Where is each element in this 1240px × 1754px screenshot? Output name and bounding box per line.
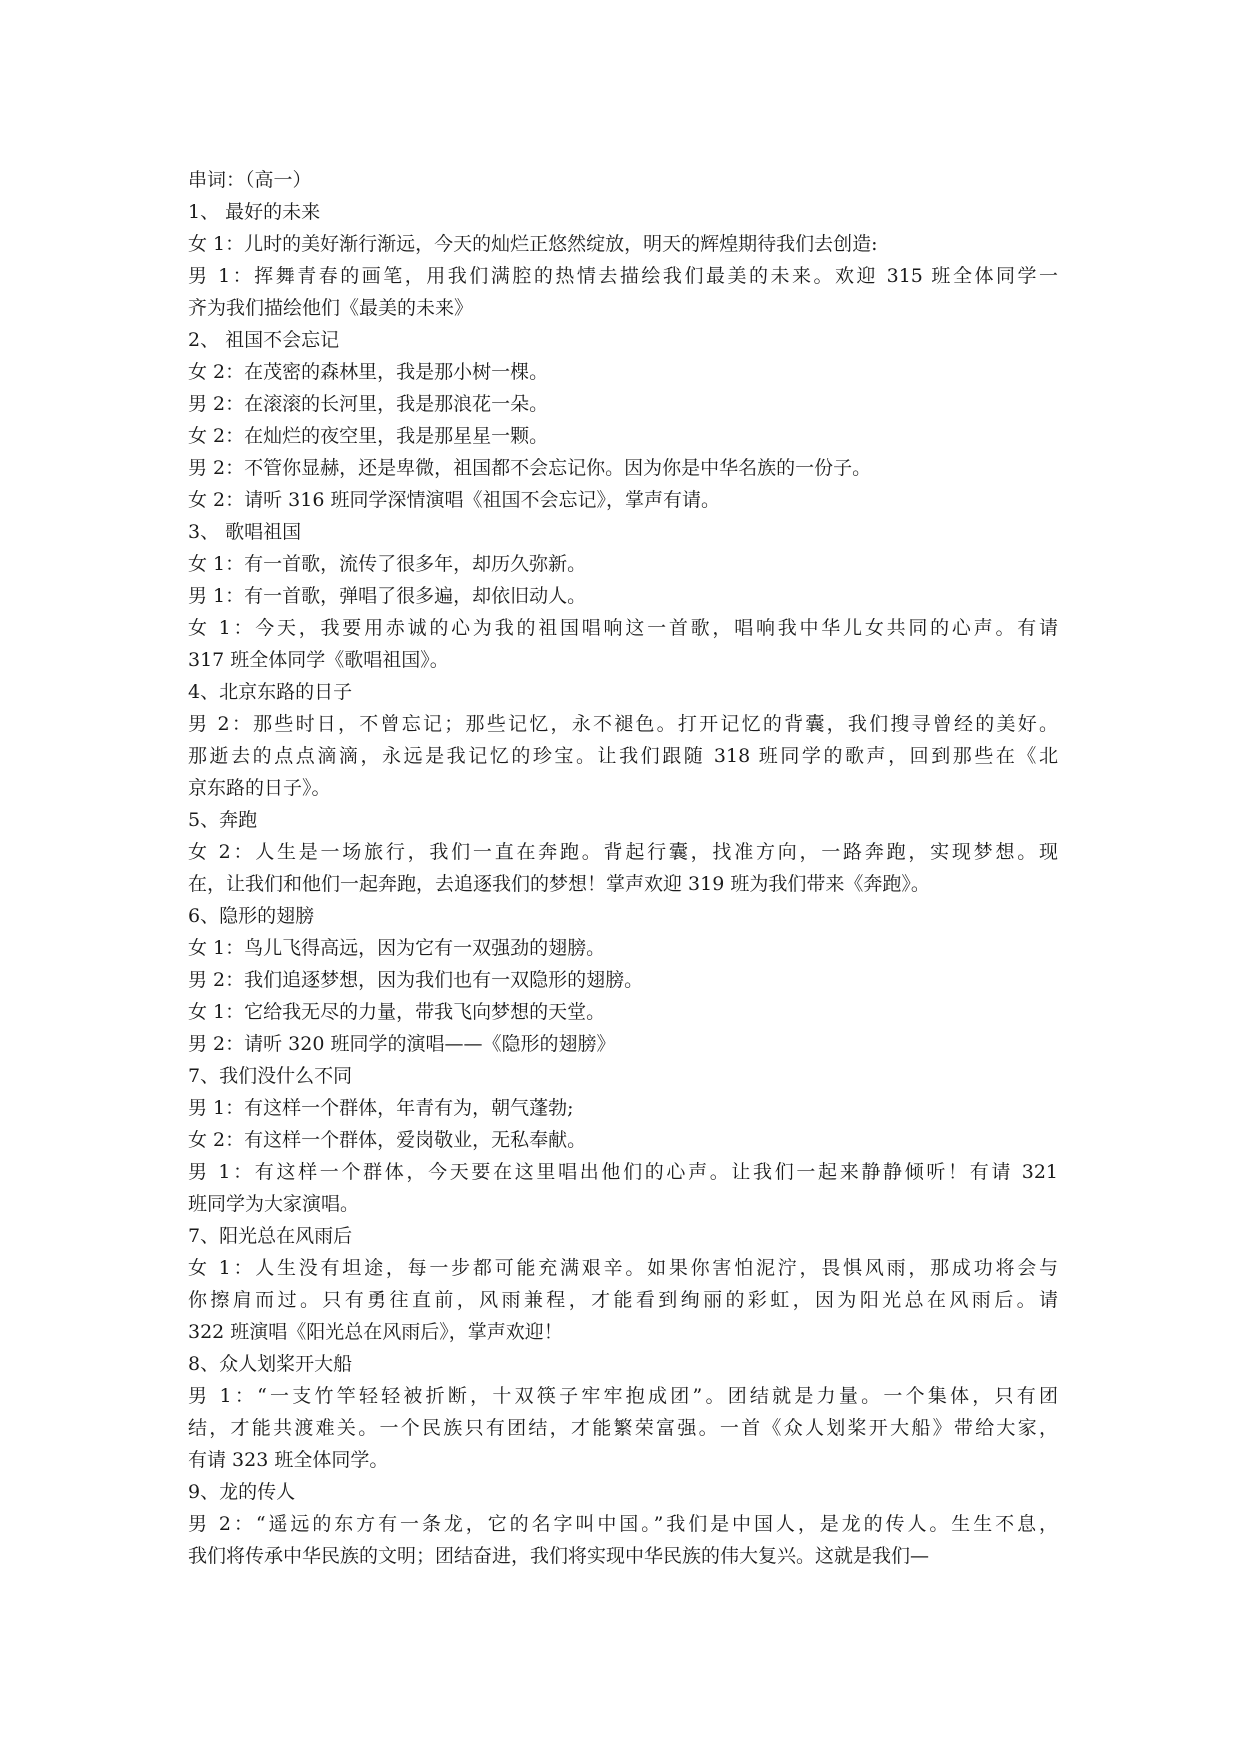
- dialogue-line: 女 2：在灿烂的夜空里，我是那星星一颗。: [188, 425, 549, 447]
- document-title: 串词：（高一）: [188, 169, 312, 191]
- dialogue-line: 男 2：在滚滚的长河里，我是那浪花一朵。: [188, 393, 549, 415]
- dialogue-line-cont: 京东路的日子》。: [188, 777, 331, 799]
- dialogue-line-cont: 齐为我们描绘他们《最美的未来》: [188, 297, 474, 319]
- section-heading-3: 3、 歌唱祖国: [188, 521, 302, 543]
- dialogue-line: 男 2：那些时日，不曾忘记；那些记忆，永不褪色。打开记忆的背囊，我们搜寻曾经的美好。: [188, 713, 1058, 735]
- dialogue-line: 男 2：请听 320 班同学的演唱——《隐形的翅膀》: [188, 1033, 616, 1055]
- dialogue-line: 女 2：人生是一场旅行，我们一直在奔跑。背起行囊，找准方向，一路奔跑，实现梦想。现: [188, 841, 1058, 863]
- section-heading-6: 6、隐形的翅膀: [188, 905, 315, 927]
- section-heading-9: 9、龙的传人: [188, 1481, 296, 1503]
- dialogue-line: 女 1：儿时的美好渐行渐远，今天的灿烂正悠然绽放，明天的辉煌期待我们去创造:: [188, 233, 878, 255]
- dialogue-line: 男 1：挥舞青春的画笔，用我们满腔的热情去描绘我们最美的未来。欢迎 315 班全体同学一: [188, 265, 1058, 287]
- section-heading-2: 2、 祖国不会忘记: [188, 329, 340, 351]
- dialogue-line-cont: 322 班演唱《阳光总在风雨后》，掌声欢迎！: [188, 1321, 563, 1343]
- section-heading-4: 4、北京东路的日子: [188, 681, 353, 703]
- dialogue-line-cont: 班同学为大家演唱。: [188, 1193, 360, 1215]
- dialogue-line: 女 1：鸟儿飞得高远，因为它有一双强劲的翅膀。: [188, 937, 606, 959]
- dialogue-line: 男 2：我们追逐梦想，因为我们也有一双隐形的翅膀。: [188, 969, 644, 991]
- dialogue-line-cont: 我们将传承中华民族的文明；团结奋进，我们将实现中华民族的伟大复兴。这就是我们—: [188, 1545, 930, 1567]
- section-heading-7: 7、我们没什么不同: [188, 1065, 353, 1087]
- dialogue-line: 男 2：不管你显赫，还是卑微，祖国都不会忘记你。因为你是中华名族的一份子。: [188, 457, 872, 479]
- dialogue-line: 男 1：有这样一个群体，今天要在这里唱出他们的心声。让我们一起来静静倾听！有请 321: [188, 1161, 1058, 1183]
- document-body: [188, 164, 1058, 1572]
- dialogue-line: 女 2：请听 316 班同学深情演唱《祖国不会忘记》，掌声有请。: [188, 489, 720, 511]
- dialogue-line-cont: 结，才能共渡难关。一个民族只有团结，才能繁荣富强。一首《众人划桨开大船》带给大家，: [188, 1417, 1058, 1439]
- dialogue-line: 女 1：人生没有坦途，每一步都可能充满艰辛。如果你害怕泥泞，畏惧风雨，那成功将会与: [188, 1257, 1058, 1279]
- dialogue-line-cont: 那逝去的点点滴滴，永远是我记忆的珍宝。让我们跟随 318 班同学的歌声，回到那些在《北: [188, 745, 1058, 767]
- dialogue-line: 女 2：在茂密的森林里，我是那小树一棵。: [188, 361, 549, 383]
- dialogue-line-cont: 在，让我们和他们一起奔跑，去追逐我们的梦想！掌声欢迎 319 班为我们带来《奔跑》。: [188, 873, 930, 895]
- dialogue-line: 女 1：有一首歌，流传了很多年，却历久弥新。: [188, 553, 587, 575]
- dialogue-line-cont: 有请 323 班全体同学。: [188, 1449, 389, 1471]
- dialogue-line: 男 1：有这样一个群体，年青有为，朝气蓬勃;: [188, 1097, 574, 1119]
- dialogue-line: 男 2：“遥远的东方有一条龙，它的名字叫中国。”我们是中国人，是龙的传人。生生不息，: [188, 1513, 1058, 1535]
- dialogue-line-cont: 317 班全体同学《歌唱祖国》。: [188, 649, 449, 671]
- dialogue-line: 女 2：有这样一个群体，爱岗敬业，无私奉献。: [188, 1129, 587, 1151]
- dialogue-line: 男 1：“一支竹竿轻轻被折断，十双筷子牢牢抱成团”。团结就是力量。一个集体，只有团: [188, 1385, 1058, 1407]
- section-heading-1: 1、 最好的未来: [188, 201, 321, 223]
- dialogue-line-cont: 你擦肩而过。只有勇往直前，风雨兼程，才能看到绚丽的彩虹，因为阳光总在风雨后。请: [188, 1289, 1058, 1311]
- section-heading-7b: 7、阳光总在风雨后: [188, 1225, 353, 1247]
- dialogue-line: 女 1：今天，我要用赤诚的心为我的祖国唱响这一首歌，唱响我中华儿女共同的心声。有请: [188, 617, 1058, 639]
- section-heading-8: 8、众人划桨开大船: [188, 1353, 353, 1375]
- dialogue-line: 女 1：它给我无尽的力量，带我飞向梦想的天堂。: [188, 1001, 606, 1023]
- dialogue-line: 男 1：有一首歌，弹唱了很多遍，却依旧动人。: [188, 585, 587, 607]
- section-heading-5: 5、奔跑: [188, 809, 258, 831]
